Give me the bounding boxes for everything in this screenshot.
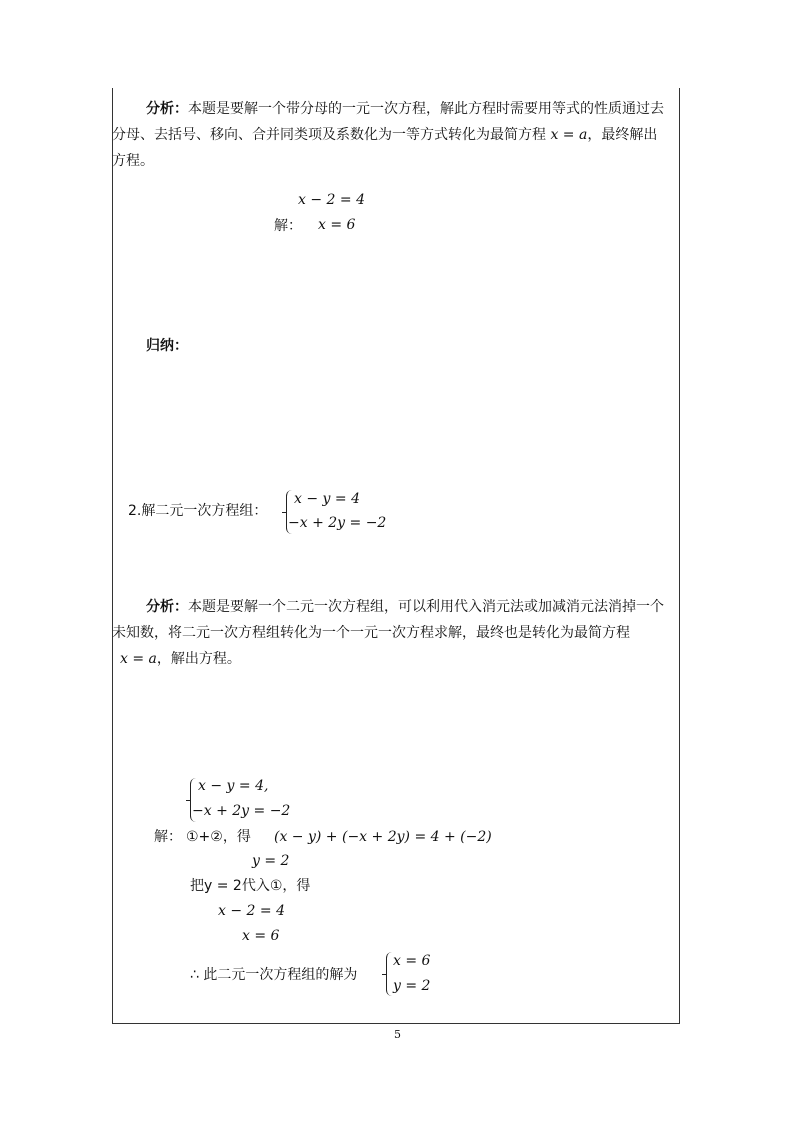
analysis1-label: 分析： (146, 101, 188, 117)
analysis1-equation: x = a (550, 127, 588, 143)
analysis1-line2 (112, 122, 657, 148)
analysis2-line1 (146, 594, 664, 620)
solution2-sys-eq1: x − y = 4, (198, 778, 269, 794)
analysis1-line1 (146, 96, 664, 122)
analysis2-text3: ，解出方程。 (156, 651, 241, 667)
solution2-label: 解： (154, 829, 182, 845)
solution2-ans1: x = 6 (393, 953, 431, 969)
analysis1-line3: 方程。 (112, 153, 154, 169)
analysis1-text2: 分母、去括号、移向、合并同类项及系数化为一等方式转化为最简方程 (112, 127, 546, 143)
solution2-step1-pre: ①+②，得 (186, 829, 251, 845)
analysis2-line3 (120, 646, 241, 672)
solution2-sys-eq2: −x + 2y = −2 (192, 803, 291, 819)
solution2-conclusion: ∴ 此二元一次方程组的解为 (190, 967, 358, 983)
summary-label: 归纳： (146, 338, 188, 354)
solution2-brace-notch (186, 800, 191, 801)
solution1-eq1: x − 2 = 4 (298, 192, 365, 208)
problem2-eq2: −x + 2y = −2 (288, 515, 387, 531)
solution2-ans2: y = 2 (393, 978, 431, 994)
solution2-step5: x = 6 (242, 928, 280, 944)
analysis1-text1: 本题是要解一个带分母的一元一次方程，解此方程时需要用等式的性质通过去 (188, 101, 664, 117)
solution2-step1-eq: (x − y) + (−x + 2y) = 4 + (−2) (274, 829, 492, 845)
page-number: 5 (394, 1028, 401, 1041)
problem2-eq1: x − y = 4 (294, 491, 360, 507)
analysis2-text1: 本题是要解一个二元一次方程组，可以利用代入消元法或加减消元法消掉一个 (188, 599, 664, 615)
analysis2-line2: 未知数，将二元一次方程组转化为一个一元一次方程求解，最终也是转化为最简方程 (112, 625, 630, 641)
solution1-eq2: x = 6 (318, 217, 356, 233)
solution2-answer-brace-notch (382, 974, 387, 975)
solution1-label: 解： (274, 218, 302, 234)
analysis1-text2-end: ，最终解出 (587, 127, 658, 143)
analysis2-equation: x = a (120, 651, 157, 667)
solution2-step3: 把y = 2代入①，得 (190, 878, 311, 894)
problem2-text: 2.解二元一次方程组： (128, 503, 268, 519)
solution2-step2: y = 2 (252, 853, 290, 869)
solution2-step4: x − 2 = 4 (218, 903, 285, 919)
analysis2-label: 分析： (146, 599, 188, 615)
problem2-brace-notch (282, 512, 287, 513)
